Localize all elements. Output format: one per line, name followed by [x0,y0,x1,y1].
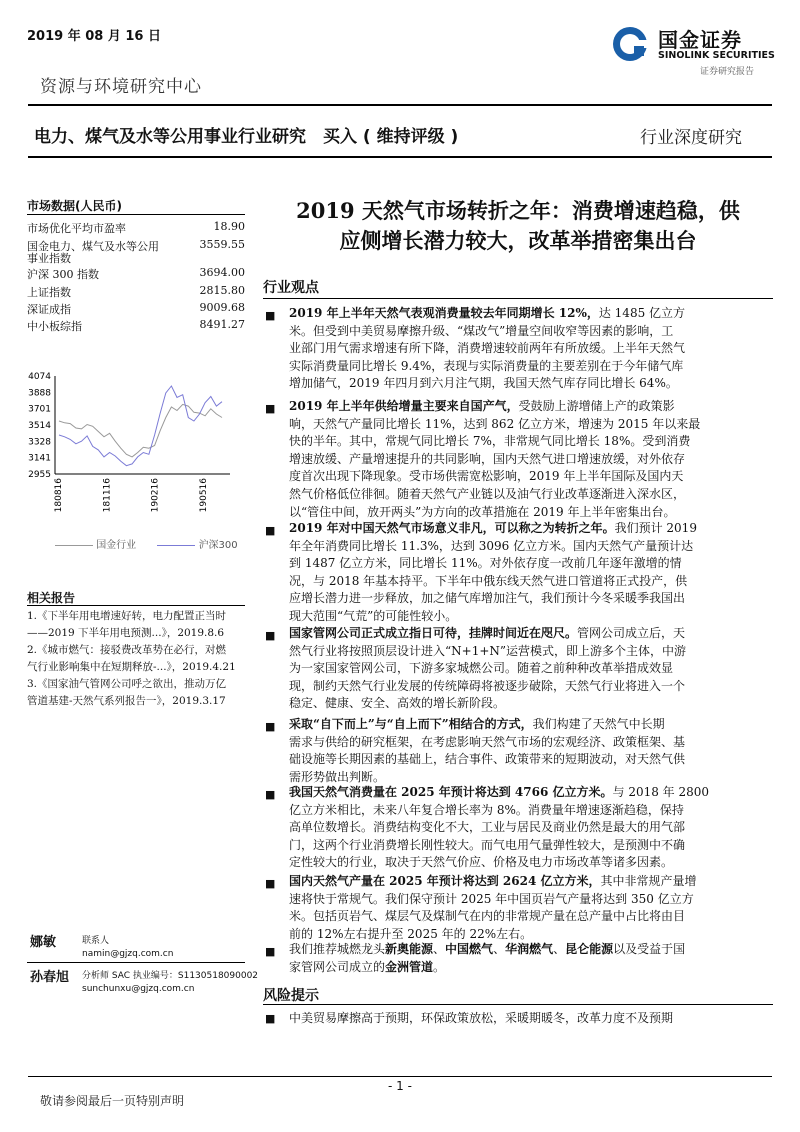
risk-text: 中美贸易摩擦高于预期，环保政策放松，采暖期暖冬，改革力度不及预期 [289,1011,674,1025]
x-tick-label: 190216 [150,478,161,513]
analyst-info: 联系人 namin@gjzq.com.cn [82,936,174,959]
analyst-email[interactable]: namin@gjzq.com.cn [82,949,174,959]
y-tick-label: 3141 [28,453,51,464]
logo-en-text: SINOLINK SECURITIES [658,50,775,61]
market-row: 沪深 300 指数 3694.00 [27,266,245,281]
header-divider [28,104,772,106]
view-paragraph: 2019 年对中国天然气市场意义非凡，可以称之为转折之年。我们预计 2019 年全年消费同比增长 11.3%，达到 3096 亿立方米。国内天然气产量预计达 到 1487 亿立方米，同比增长 11%。对外依存度一改前几年逐年激增的情 况，与 2018 年基本持平。下半年中俄东线天然气进口管道将正式投产，供 应增长潜力进一步释放，加之储气库增加注气，我们预计今冬采暖季我国出 现大范围“气荒”的可能性较小。 [289,521,697,623]
page-number: - 1 - [388,1079,412,1093]
bullet-icon: ■ [265,720,276,733]
analyst-divider [27,962,245,963]
bullet-icon: ■ [265,629,276,642]
analyst-name: 孙春旭 [30,970,70,985]
title-divider [28,156,772,158]
market-row: 国金电力、煤气及水等公用 3559.55 [27,238,245,253]
related-reports-heading: 相关报告 [27,591,76,605]
view-divider [263,298,773,299]
related-report-link[interactable]: 1.《下半年用电增速好转，电力配置正当时 ——2019 下半年用电预测...》，2019.8.6 [27,610,227,639]
chart-legend [55,536,238,551]
report-category: 证券研究报告 [700,67,755,77]
industry-view-heading: 行业观点 [263,280,319,296]
analyst-email[interactable]: sunchunxu@gjzq.com.cn [82,984,195,994]
related-report-link[interactable]: 2.《城市燃气：接驳费改革势在必行，对燃 气行业影响集中在短期释放-...》，2019.4.21 [27,644,236,673]
footer-disclaimer: 敬请参阅最后一页特别声明 [40,1094,185,1108]
bullet-icon: ■ [265,788,276,801]
legend-swatch-hs300 [157,545,195,546]
x-tick-label: 180816 [54,478,64,513]
view-paragraph: 2019 年上半年天然气表观消费量较去年同期增长 12%，达 1485 亿立方 米。但受到中美贸易摩擦升级、“煤改气”增量空间收窄等因素的影响，工 业部门用气需求增速有所下降，消费增速较前两年有所放缓。上半年天然气 实际消费量同比增长 9.4%，表现与实际消费量的主要差别在于今年储气库 增加储气，2019 年四月到六月注气期，我国天然气库存同比增长 64%。 [289,306,686,391]
x-tick-label: 190516 [199,478,209,513]
market-row: 事业指数 [27,252,71,265]
market-data-heading: 市场数据(人民币) [27,199,122,213]
bullet-icon: ■ [265,524,276,537]
view-paragraph: 2019 年上半年供给增量主要来自国产气，受鼓励上游增储上产的政策影 响，天然气产量同比增长 11%，达到 862 亿立方米，增速为 2015 年以来最 快的半年。其中，常规气同比增长 7%，非常规气同比增长 18%。受到消费 增速放缓、产量增速提升的共同影响，国内天然气进口增速放缓，对外依存 度首次出现下降现象。受市场供需宽松影响，2019 年上半年国际及国内天 然气价格低位徘徊。随着天然气产业链以及油气行业改革逐渐进入深水区， 以“管住中间，放开两头”为方向的改革措施在 2019 年上半年密集出台。 [289,399,701,519]
market-row: 上证指数 2815.80 [27,284,245,299]
x-tick-label: 181116 [102,478,113,513]
analyst-info: 分析师 SAC 执业编号：S1130518090002 sunchunxu@gjzq.com.cn [82,971,259,994]
market-row: 中小板综指 8491.27 [27,318,245,333]
related-report-link[interactable]: 3.《国家油气管网公司呼之欲出，推动万亿 管道基建-天然气系列报告一》，2019.3.17 [27,678,227,707]
bullet-icon: ■ [265,1012,276,1025]
related-divider [27,605,245,606]
bullet-icon: ■ [265,309,276,322]
view-paragraph: 国家管网公司正式成立指日可待，挂牌时间近在咫尺。管网公司成立后，天 然气行业将按照顶层设计进入“N+1+N”运营模式，即上游多个主体，中游 为一家国家管网公司，下游多家城燃公司。随着之前种种改革举措成效显 现，制约天然气行业发展的传统障碍将被逐步破除，天然气行业将进入一个 稳定、健康、安全、高效的增长新阶段。 [289,626,687,711]
view-paragraph: 国内天然气产量在 2025 年预计将达到 2624 亿立方米，其中非常规产量增 速将快于常规气。我们保守预计 2025 年中国页岩气产量将达到 350 亿立方 米。包括页岩气、煤层气及煤制气在内的非常规产量在总产量中占比将由目 前的 12%左右提升至 2025 年的 22%左右。 [289,874,697,941]
report-title: 电力、煤气及水等公用事业行业研究 买入 ( 维持评级 ) [34,127,459,147]
recommendation-paragraph: 我们推荐城燃龙头新奥能源、中国燃气、华润燃气、昆仑能源以及受益于国 家管网公司成立的金洲管道。 [289,942,686,974]
report-type: 行业深度研究 [640,128,742,148]
risk-heading: 风险提示 [263,988,319,1004]
logo-cn-text: 国金证券 [658,28,742,52]
report-date: 2019 年 08 月 16 日 [27,29,161,44]
index-line-chart [20,366,245,526]
view-paragraph: 采取“自下而上”与“自上而下”相结合的方式，我们构建了天然气中长期 需求与供给的研究框架，在考虑影响天然气市场的宏观经济、政策框架、基 础设施等长期因素的基础上，结合事件、政策带来的短期波动，对天然气供 需形势做出判断。 [289,717,686,784]
market-row: 市场优化平均市盈率 18.90 [27,220,245,235]
legend-label-hs300: 沪深300 [198,540,238,551]
bullet-icon: ■ [265,945,276,958]
y-tick-label: 2955 [28,470,51,480]
risk-divider [263,1004,773,1005]
series-line-1 [59,386,222,466]
series-line-0 [59,404,222,457]
legend-swatch-industry [55,545,93,546]
market-row: 深证成指 9009.68 [27,301,245,316]
bullet-icon: ■ [265,402,276,415]
headline: 2019 天然气市场转折之年：消费增速趋稳，供 应侧增长潜力较大，改革举措密集出台 [296,198,740,253]
y-tick-label: 3514 [28,421,51,432]
bullet-icon: ■ [265,877,276,890]
y-tick-label: 3888 [28,388,51,399]
market-divider [27,214,245,215]
research-center: 资源与环境研究中心 [40,77,202,97]
sinolink-logo-icon [610,24,654,68]
footer-divider [28,1076,772,1077]
y-tick-label: 3328 [28,437,51,448]
y-tick-label: 3701 [28,404,51,415]
analyst-name: 娜敏 [30,935,57,950]
legend-label-industry: 国金行业 [96,540,137,551]
y-tick-label: 4074 [28,372,51,382]
view-paragraph: 我国天然气消费量在 2025 年预计将达到 4766 亿立方米。与 2018 年 2800 亿立方米相比，未来八年复合增长率为 8%。消费量年增速逐渐趋稳，保持 高单位数增长。消费结构变化不大，工业与居民及商业仍然是最大的用气部 门，这两个行业消费增长刚性较大。而气电用气量弹性较大，是预测中不确 定性较大的行业，取决于天然气价应、价格及电力市场改革等诸多因素。 [289,785,710,870]
